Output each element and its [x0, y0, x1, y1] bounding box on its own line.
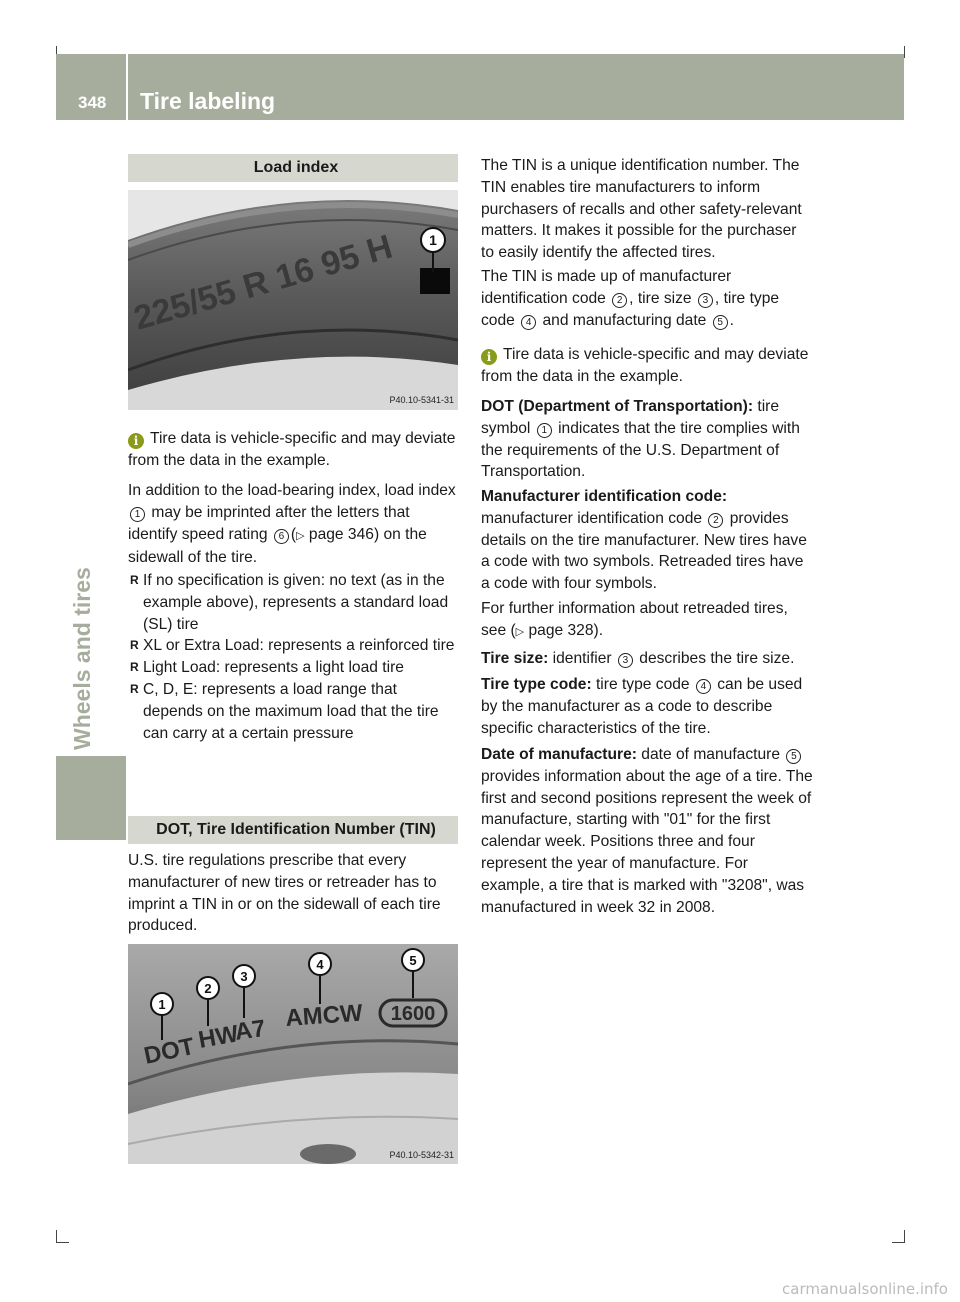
para-retread — [481, 598, 813, 644]
text-run: For further information about retreaded tires, see ( — [481, 600, 788, 639]
callout-4: 4 — [316, 957, 324, 972]
text-run: tire type code — [591, 676, 694, 693]
tin-amcw: AMCW — [284, 999, 364, 1032]
marker-1: 1 — [130, 507, 145, 522]
list-item: R If no specification is given: no text (as in the example above), represents a standard load (SL) tire — [130, 570, 460, 635]
tin-hw: HW — [196, 1020, 241, 1054]
callout-1: 1 — [429, 232, 437, 248]
side-tab-label: Wheels and tires — [69, 567, 95, 750]
info-text: Tire data is vehicle-specific and may deviate from the data in the example. — [481, 346, 809, 385]
text-run: . — [729, 311, 735, 329]
text-run: , tire size — [629, 289, 696, 307]
marker-3: 3 — [618, 653, 633, 668]
info-text: Tire data is vehicle-specific and may deviate from the data in the example. — [128, 430, 456, 469]
tin-dot: DOT — [141, 1032, 197, 1070]
marker-4: 4 — [521, 315, 536, 330]
text-run: In addition to the load-bearing index, load index — [128, 482, 456, 499]
page-ref-link[interactable]: page 346) on the sidewall of the tire. — [128, 525, 427, 567]
page-number: 348 — [78, 93, 107, 112]
text-run: tire symbol — [481, 398, 780, 437]
marker-6: 6 — [274, 529, 289, 544]
info-icon: i — [481, 349, 497, 365]
crop-mark — [56, 1230, 69, 1243]
text-run: and manufacturing date — [538, 311, 711, 329]
tin-a7: A7 — [233, 1014, 268, 1046]
section-heading-tin: DOT, Tire Identification Number (TIN) — [128, 816, 458, 844]
bullet-list — [130, 570, 460, 744]
page-ref-link[interactable]: page 328). — [524, 621, 604, 639]
marker-3: 3 — [698, 293, 713, 308]
para-tin-components — [481, 266, 813, 331]
callout-3: 3 — [240, 969, 248, 984]
section-heading-load-index: Load index — [128, 154, 458, 182]
para-tin-unique: The TIN is a unique identification number. The TIN enables tire manufacturers to inform purchasers of recalls and other safety-relevant matters. It makes it possible for the purchaser to easily identify the affected tires. — [481, 157, 802, 262]
text-run: identifier — [548, 650, 616, 667]
marker-1: 1 — [537, 423, 552, 438]
para-tin-regulation: U.S. tire regulations prescribe that every manufacturer of new tires or retreader has to imprint a TIN in or on the sidewall of each tire produced. — [128, 852, 441, 935]
text-run: date of manufacture — [636, 746, 785, 763]
image-code: P40.10-5342-31 — [389, 1150, 454, 1160]
text-run: The TIN is made up of manufacturer identification code — [481, 268, 732, 307]
tire-image-load-index — [128, 190, 458, 410]
term-label: Date of manufacture: — [481, 746, 637, 763]
text-run: may be imprinted after the letters that identify speed rating — [128, 503, 410, 543]
text-run: ( — [290, 525, 297, 543]
text-run: , tire type code — [481, 289, 780, 329]
marker-4: 4 — [696, 679, 711, 694]
para-tire-type — [481, 674, 813, 739]
callout-1: 1 — [158, 997, 166, 1012]
info-note-1 — [128, 428, 458, 472]
term-label: DOT (Department of Transportation): — [481, 398, 754, 415]
para-dot — [481, 396, 813, 483]
tire-image-tin — [128, 944, 458, 1164]
callout-2: 2 — [204, 981, 212, 996]
callout-5: 5 — [409, 953, 417, 968]
text-run: can be used by the manufacturer as a code to describe specific characteristics of the tire. — [481, 676, 803, 737]
term-label: Tire size: — [481, 650, 549, 667]
term-label: Tire type code: — [481, 676, 592, 693]
tire-sidewall-text: 225/55 R 16 95 H — [129, 227, 397, 338]
tin-date: 1600 — [390, 1003, 436, 1025]
para-manufacturer — [481, 486, 813, 595]
term-label: Manufacturer identification code: — [481, 488, 728, 505]
text-run: indicates that the tire complies with the requirements of the U.S. Department of Transportation. — [481, 419, 800, 481]
text-run: provides details on the tire manufacturer. New tires have a code with two symbols. Retreaded tires have a code with four symbols. — [481, 509, 807, 593]
footer-watermark: carmanualsonline.info — [782, 1280, 948, 1298]
page-ref-arrow-icon: ▷ — [296, 529, 305, 542]
marker-5: 5 — [713, 315, 728, 330]
text-run: provides information about the age of a tire. The first and second positions represent the week of manufacture, starting with "01" for the first calendar week. Positions three and four represent the year of manufacture. For example, a tire that is marked with "3208", was manufactured in week 32 in 2008. — [481, 767, 813, 916]
para-load-index — [128, 480, 460, 569]
list-item: R Light Load: represents a light load tire — [130, 657, 460, 679]
para-date — [481, 744, 813, 918]
list-item: R XL or Extra Load: represents a reinforced tire — [130, 635, 460, 657]
text-run: manufacturer identification code — [481, 509, 707, 527]
header-divider — [126, 54, 128, 120]
marker-5: 5 — [786, 749, 801, 764]
page-ref-arrow-icon: ▷ — [515, 625, 525, 638]
info-icon: i — [128, 433, 144, 449]
page-title: Tire labeling — [140, 88, 276, 114]
marker-2: 2 — [708, 513, 723, 528]
image-code: P40.10-5341-31 — [389, 395, 454, 405]
text-run: describes the tire size. — [634, 650, 795, 667]
info-note-2 — [481, 344, 813, 388]
side-tab-block — [56, 756, 126, 840]
crop-mark — [904, 46, 905, 58]
crop-mark — [892, 1230, 905, 1243]
marker-2: 2 — [612, 293, 627, 308]
list-item: R C, D, E: represents a load range that depends on the maximum load that the tire can carry at a certain pressure — [130, 679, 460, 744]
para-tire-size — [481, 648, 813, 670]
